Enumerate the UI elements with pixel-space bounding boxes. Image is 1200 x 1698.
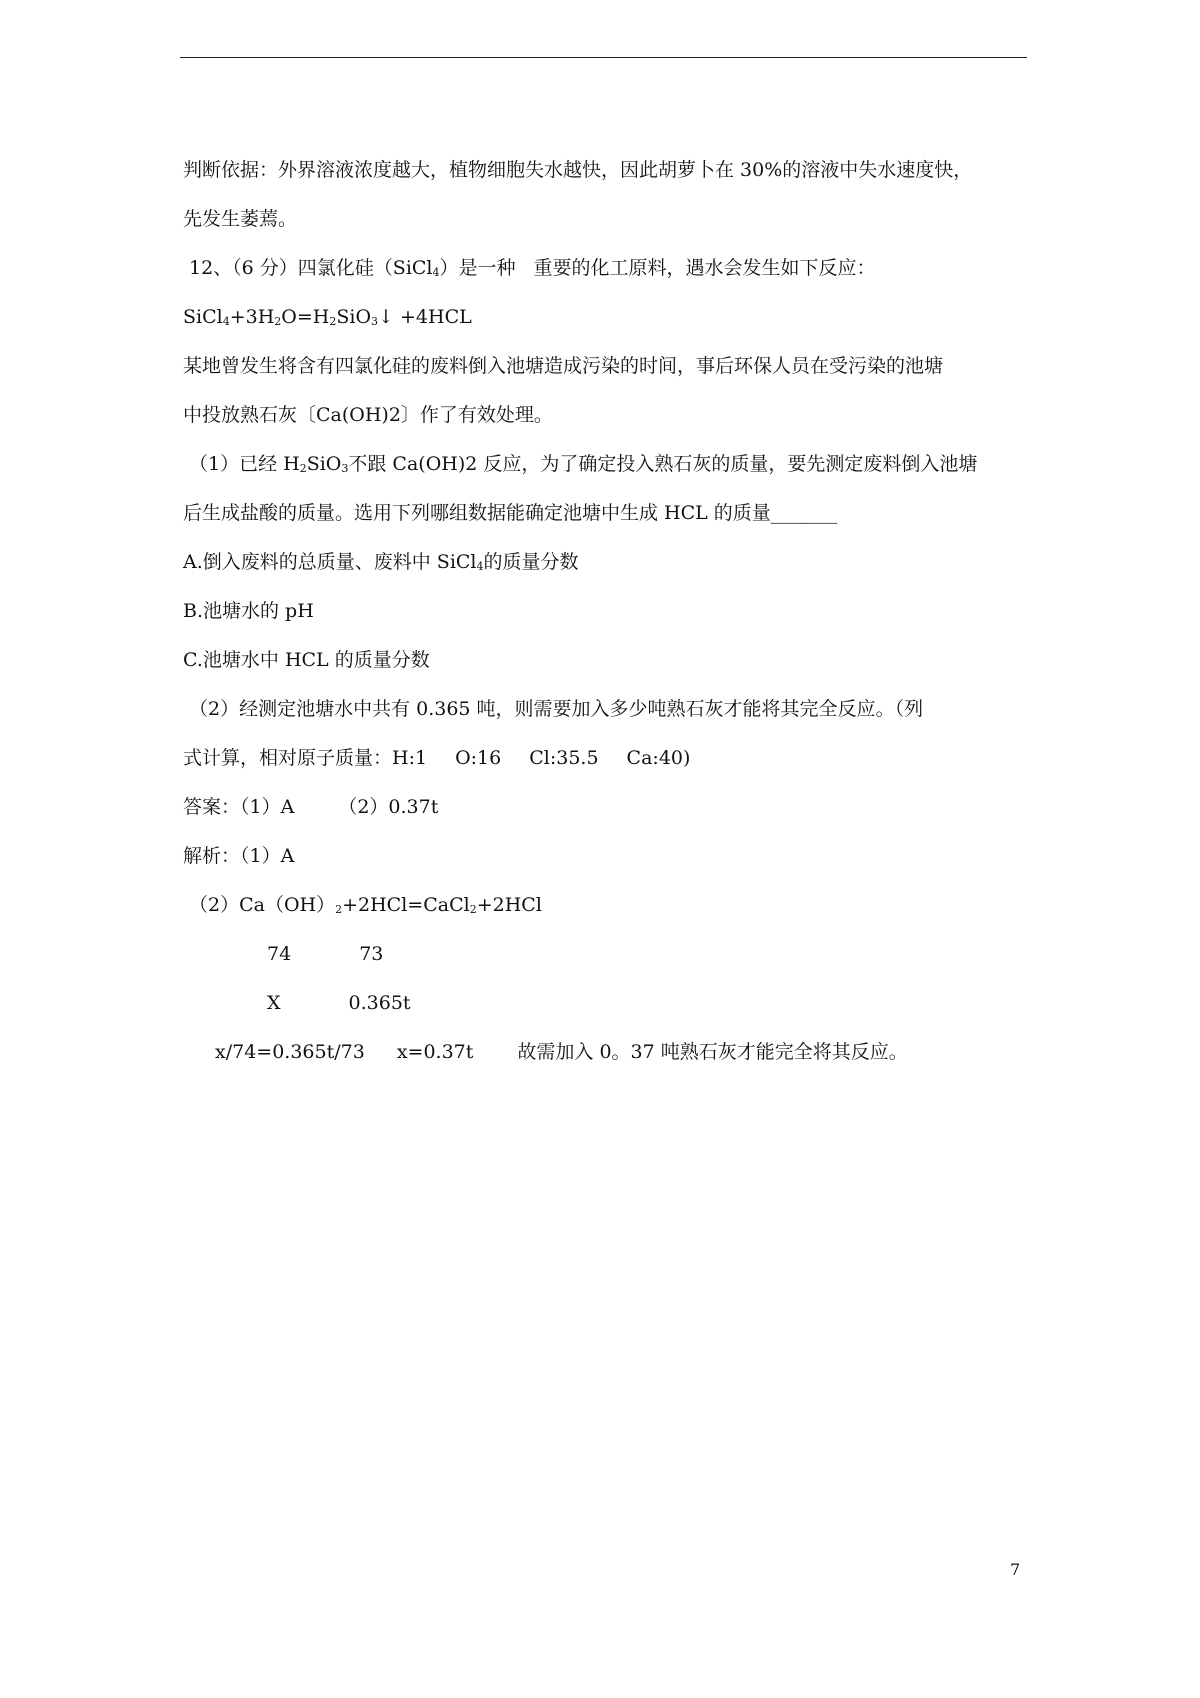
question-12-heading: 12、（6 分）四氯化硅（SiCl$_4$）是一种 重要的化工原料，遇水会发生如下反应：: [189, 257, 876, 279]
calc-molar-masses: 74 73: [267, 943, 384, 965]
final-calculation: x/74=0.365t/73 x=0.37t 故需加入 0。37 吨熟石灰才能完全将其反应。: [215, 1041, 908, 1063]
sub-question-2-line-2: 式计算，相对原子质量：H:1 O:16 Cl:35.5 Ca:40): [183, 747, 691, 769]
option-c: C.池塘水中 HCL 的质量分数: [183, 649, 430, 671]
answer-line: 答案：（1）A （2）0.37t: [183, 796, 439, 818]
option-a: A.倒入废料的总质量、废料中 SiCl$_4$的质量分数: [183, 551, 579, 573]
analysis-equation: $(2)Ca(OH)_2+2HCl=CaCl_2+2HCl$: [189, 894, 542, 916]
header-rule: [180, 57, 1027, 58]
calc-masses: X 0.365t: [267, 992, 411, 1014]
sub-question-1-line-2: 后生成盐酸的质量。选用下列哪组数据能确定池塘中生成 HCL 的质量_______: [183, 502, 838, 524]
judgment-line-1: 判断依据：外界溶液浓度越大，植物细胞失水越快，因此胡萝卜在 30%的溶液中失水速度快，: [183, 159, 973, 181]
story-line-1: 某地曾发生将含有四氯化硅的废料倒入池塘造成污染的时间，事后环保人员在受污染的池塘: [183, 355, 944, 377]
sub-question-2-line-1: （2）经测定池塘水中共有 0.365 吨，则需要加入多少吨熟石灰才能将其完全反应。（列: [189, 698, 924, 720]
page-number: 7: [1010, 1560, 1021, 1579]
analysis-line-1: 解析：（1）A: [183, 845, 295, 867]
document-body: [183, 152, 1033, 1083]
judgment-line-2: 先发生萎蔫。: [183, 208, 298, 230]
option-b: B.池塘水的 pH: [183, 600, 314, 622]
sub-question-1-line-1: （1）已经 $H_2SiO_3$不跟 Ca(OH)2 反应，为了确定投入熟石灰的质量，要先测定废料倒入池塘: [189, 453, 978, 475]
story-line-2: 中投放熟石灰〔Ca(OH)2〕作了有效处理。: [183, 404, 553, 426]
reaction-equation: $SiCl_4+3H_2O=H_2SiO_3↓ +4HCL$: [183, 306, 472, 328]
